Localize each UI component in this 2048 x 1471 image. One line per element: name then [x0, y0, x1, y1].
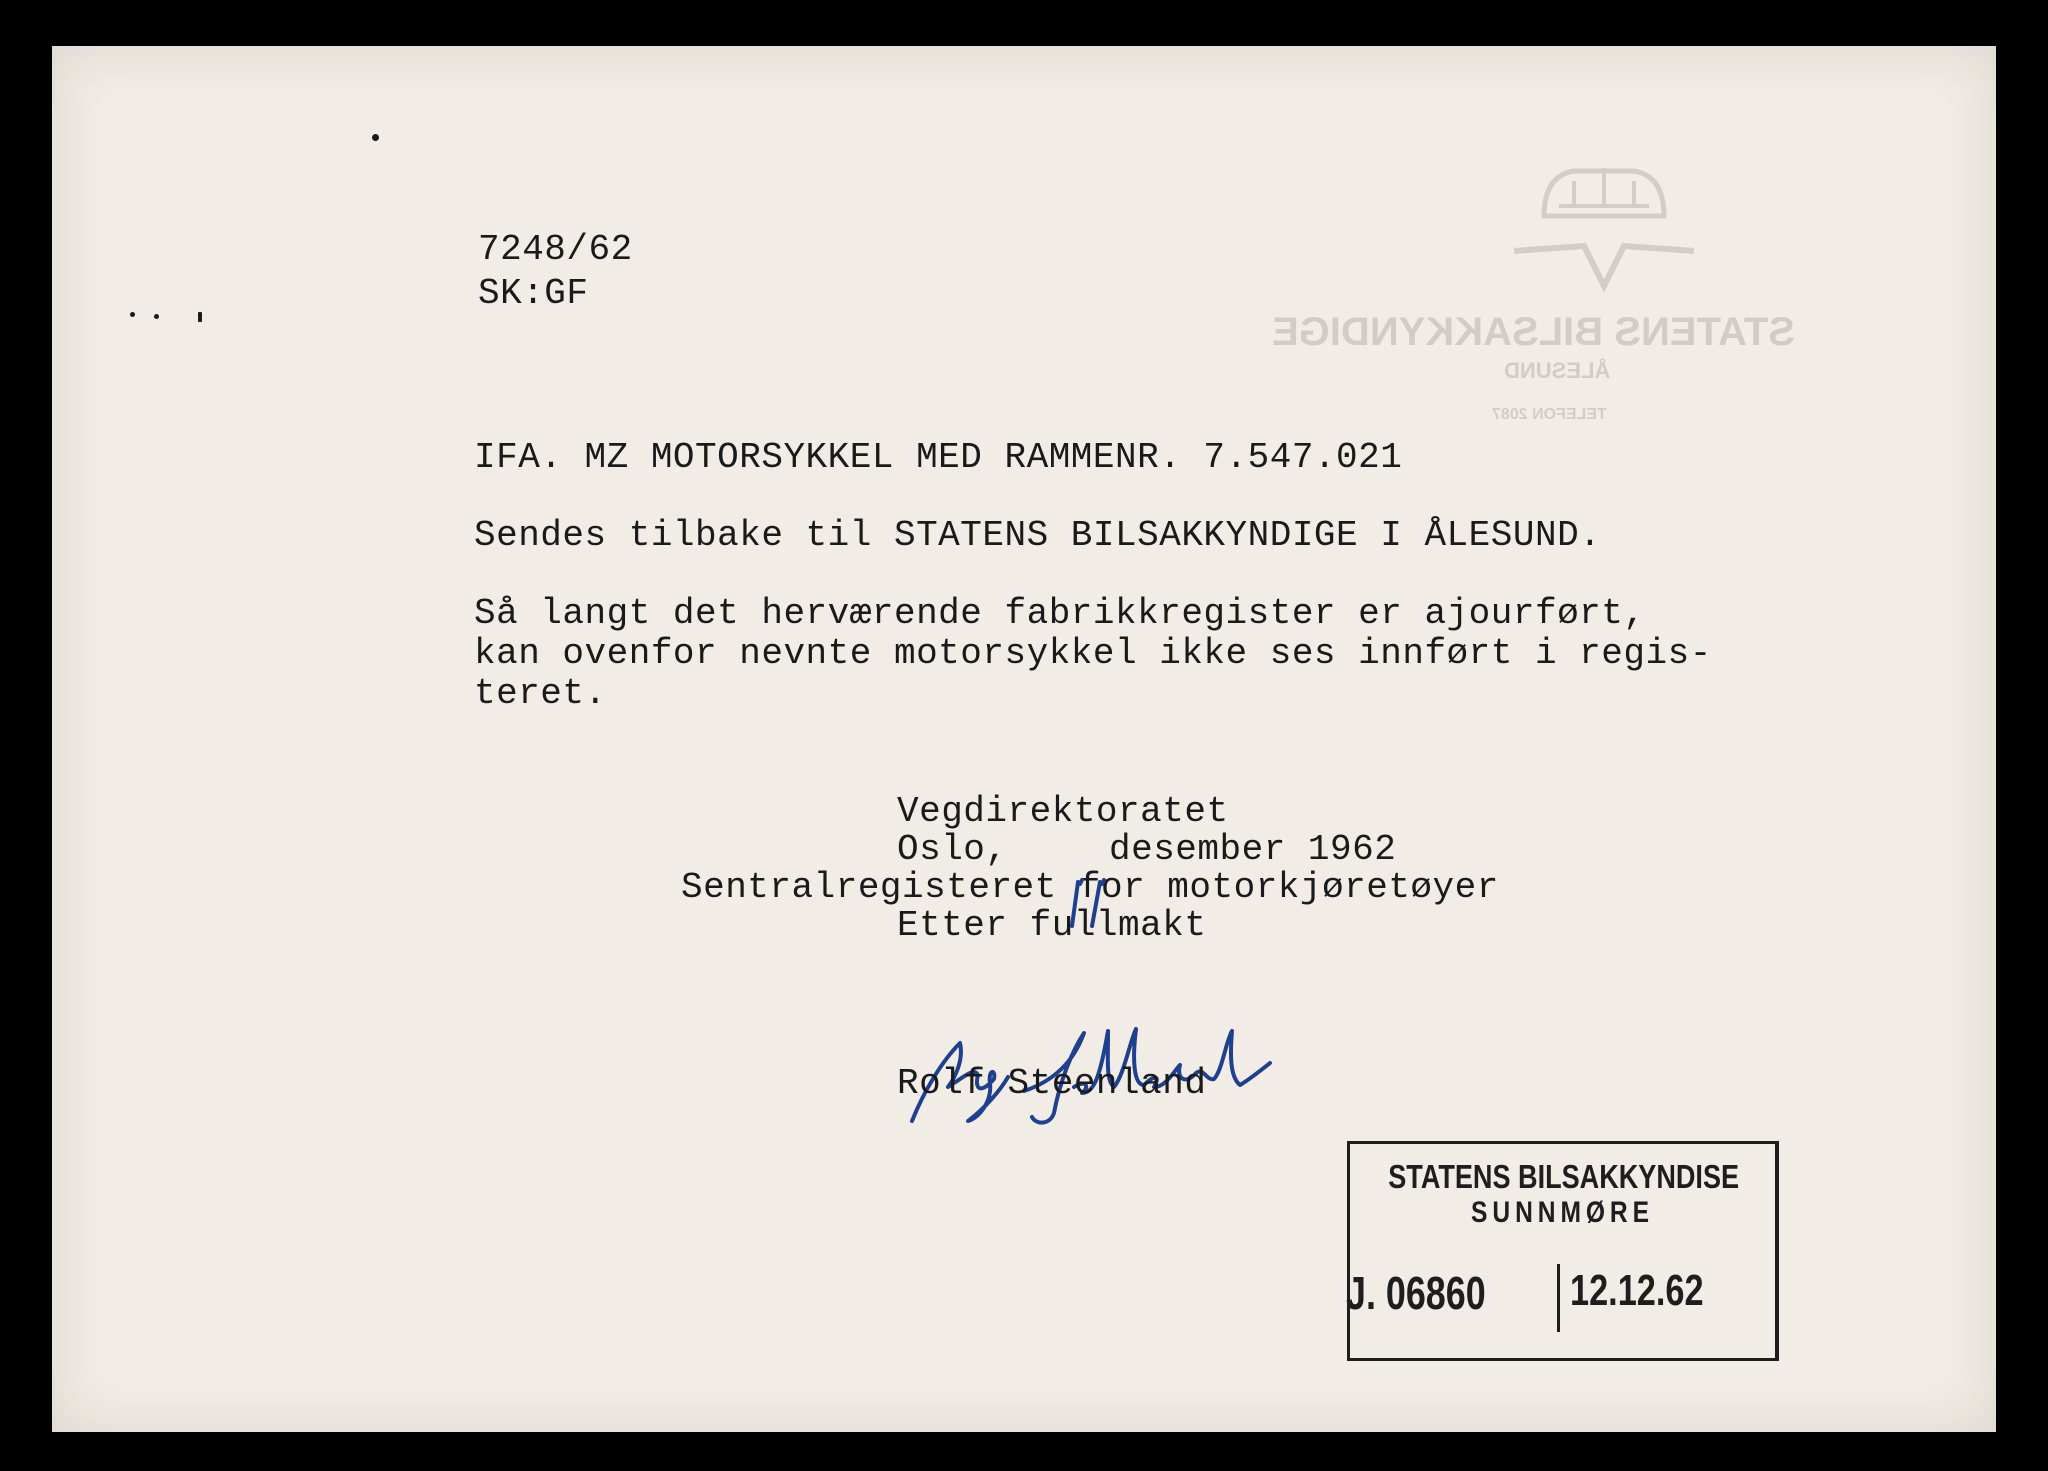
- handwritten-day: [1068, 874, 1114, 932]
- paper-speck: [198, 312, 202, 322]
- letterhead-city-ghost: ÅLESUND: [1504, 358, 1611, 383]
- paper-speck: [372, 134, 379, 141]
- letterhead-org-ghost: STATENS BILSAKKYNDIGE: [1272, 310, 1795, 354]
- body-line-3: teret.: [474, 673, 607, 714]
- subject-line: IFA. MZ MOTORSYKKEL MED RAMMENR. 7.547.021: [474, 437, 1403, 478]
- stamp-org: STATENS BILSAKKYNDISE: [1388, 1158, 1740, 1195]
- stamp-journal-number: J. 06860: [1346, 1267, 1486, 1319]
- stamp-date: 12.12.62: [1570, 1266, 1704, 1315]
- coat-of-arms-icon: [1504, 146, 1704, 296]
- stamp-divider: [1557, 1264, 1560, 1332]
- paper-speck: [130, 312, 135, 317]
- body-line-1: Så langt det herværende fabrikkregister er ajourført,: [474, 593, 1646, 634]
- registry-name: Sentralregisteret for motorkjøretøyer: [681, 867, 1499, 908]
- letterhead-phone-ghost: TELEFON 2087: [1492, 406, 1607, 423]
- body-line-2: kan ovenfor nevnte motorsykkel ikke ses innført i regis-: [474, 633, 1712, 674]
- return-instruction: Sendes tilbake til STATENS BILSAKKYNDIGE I ÅLESUND.: [474, 515, 1602, 556]
- stamp-region: SUNNMØRE: [1471, 1196, 1654, 1229]
- paper-speck: [154, 314, 159, 319]
- received-stamp: [1347, 1141, 1779, 1361]
- authority-line: Etter fullmakt: [897, 905, 1207, 946]
- document-page: [52, 46, 1996, 1432]
- date-rest: desember 1962: [1109, 829, 1397, 870]
- place-prefix: Oslo,: [897, 829, 1008, 870]
- sender-org: Vegdirektoratet: [897, 791, 1229, 832]
- reference-number: 7248/62: [478, 229, 633, 270]
- signer-name: Rolf Steenland: [897, 1063, 1207, 1104]
- initials: SK:GF: [478, 273, 589, 314]
